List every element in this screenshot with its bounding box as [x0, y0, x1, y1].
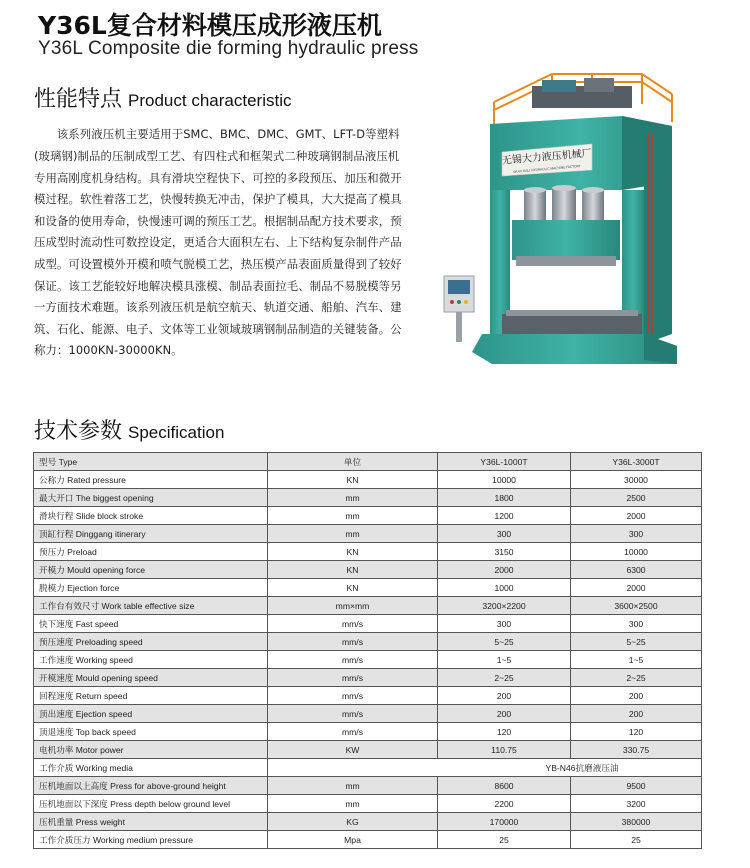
table-row [34, 651, 702, 669]
spec-model-2-cell: 30000 [571, 471, 702, 489]
spec-name-cell: 顶退速度 Top back speed [34, 723, 268, 741]
spec-name-cell: 工作速度 Working speed [34, 651, 268, 669]
spec-name-cell: 工作台有效尺寸 Work table effective size [34, 597, 268, 615]
spec-name-cell: 快下速度 Fast speed [34, 615, 268, 633]
spec-name-cell: 回程速度 Return speed [34, 687, 268, 705]
nameplate-text: 无锡大力液压机械厂 [501, 148, 593, 167]
specification-heading-en: Specification [128, 423, 225, 442]
spec-name-cell: 滑块行程 Slide block stroke [34, 507, 268, 525]
table-row [34, 777, 702, 795]
spec-model-2-cell: 300 [571, 615, 702, 633]
spec-unit-cell: KN [268, 543, 438, 561]
spec-unit-cell: KN [268, 471, 438, 489]
spec-unit-cell: mm/s [268, 651, 438, 669]
table-row [34, 507, 702, 525]
spec-model-1-cell: 25 [438, 831, 571, 849]
spec-name-cell: 脱模力 Ejection force [34, 579, 268, 597]
spec-model-2-cell: 1~5 [571, 651, 702, 669]
spec-name-cell: 压机地面以下深度 Press depth below ground level [34, 795, 268, 813]
spec-name-cell: 电机功率 Motor power [34, 741, 268, 759]
spec-model-2-cell: 2000 [571, 579, 702, 597]
table-row [34, 741, 702, 759]
table-row [34, 561, 702, 579]
spec-unit-cell: mm/s [268, 669, 438, 687]
table-header-row [34, 453, 702, 471]
spec-unit-cell: KN [268, 579, 438, 597]
table-row [34, 795, 702, 813]
spec-model-1-cell: 200 [438, 687, 571, 705]
characteristic-heading-en: Product characteristic [128, 91, 292, 110]
spec-name-cell: 预压速度 Preloading speed [34, 633, 268, 651]
spec-unit-cell: mm [268, 507, 438, 525]
spec-model-1-cell: 1800 [438, 489, 571, 507]
table-row [34, 813, 702, 831]
hydraulic-press-illustration [432, 64, 687, 370]
spec-model-1-cell: 5~25 [438, 633, 571, 651]
spec-model-1-cell: 300 [438, 615, 571, 633]
spec-unit-cell: mm/s [268, 705, 438, 723]
spec-name-cell: 工作介质压力 Working medium pressure [34, 831, 268, 849]
spec-model-2-cell: 5~25 [571, 633, 702, 651]
spec-model-1-cell: 8600 [438, 777, 571, 795]
spec-model-2-cell: 200 [571, 687, 702, 705]
spec-model-1-cell: 3200×2200 [438, 597, 571, 615]
spec-model-1-cell: 1~5 [438, 651, 571, 669]
spec-unit-cell: mm/s [268, 615, 438, 633]
spec-model-1-cell: 2~25 [438, 669, 571, 687]
spec-unit-cell: mm×mm [268, 597, 438, 615]
table-row [34, 471, 702, 489]
spec-unit-cell: mm [268, 777, 438, 795]
table-row [34, 831, 702, 849]
spec-model-2-cell: 330.75 [571, 741, 702, 759]
specification-table [33, 452, 702, 849]
table-row [34, 489, 702, 507]
spec-name-cell: 压机地面以上高度 Press for above-ground height [34, 777, 268, 795]
table-row [34, 615, 702, 633]
spec-name-cell: 公称力 Rated pressure [34, 471, 268, 489]
spec-model-2-cell: 9500 [571, 777, 702, 795]
spec-medium-value-cell: YB-N46抗磨液压油 [268, 759, 702, 777]
spec-model-1-cell: 200 [438, 705, 571, 723]
spec-model-2-cell: 2~25 [571, 669, 702, 687]
spec-model-1-cell: 10000 [438, 471, 571, 489]
spec-model-2-cell: 2500 [571, 489, 702, 507]
page-title-en: Y36L Composite die forming hydraulic press [38, 38, 419, 59]
spec-name-cell: 顶出速度 Ejection speed [34, 705, 268, 723]
table-row [34, 597, 702, 615]
characteristic-description: 该系列液压机主要适用于SMC、BMC、DMC、GMT、LFT-D等塑料(玻璃钢)制品的压制成型工艺、有四柱式和框架式二种玻璃钢制品液压机专用高刚度机身结构。具有滑块空程快下、可控的多段预压、加压和微开模过程。软性着落工艺，快慢转换无冲击，保护了模具，大大提高了模具和设备的使用寿命，快慢速可调的预压工艺。根据制品配方技术要求，预压成型时流动性可数控设定，更适合大面积左右、上下结构复杂制件产品成型。可设置模外开模和喷气脱模工艺，热压模产品表面质量得到了较好保证。该工艺能较好地解决模具涨模、制品表面拉毛、制品不易脱模等另一方面技术难题。该系列液压机是航空航天、轨道交通、船舶、汽车、建筑、石化、能源、电子、文体等工业领域玻璃钢制品制造的关键装备。公称力：1000KN-30000KN。 [34, 127, 402, 358]
spec-name-cell: 顶缸行程 Dinggang itinerary [34, 525, 268, 543]
header-model-2: Y36L-3000T [571, 453, 702, 471]
spec-model-1-cell: 1000 [438, 579, 571, 597]
spec-unit-cell: KN [268, 561, 438, 579]
spec-model-1-cell: 110.75 [438, 741, 571, 759]
page-title-cn: Y36L复合材料模压成形液压机 [38, 11, 382, 40]
spec-name-cell: 压机重量 Press weight [34, 813, 268, 831]
worktable [502, 314, 642, 334]
characteristic-heading [34, 82, 291, 113]
spec-unit-cell: mm [268, 525, 438, 543]
spec-model-1-cell: 1200 [438, 507, 571, 525]
spec-model-2-cell: 200 [571, 705, 702, 723]
table-row [34, 669, 702, 687]
spec-model-1-cell: 2200 [438, 795, 571, 813]
spec-model-2-cell: 120 [571, 723, 702, 741]
spec-model-1-cell: 120 [438, 723, 571, 741]
spec-model-2-cell: 6300 [571, 561, 702, 579]
spec-model-1-cell: 300 [438, 525, 571, 543]
table-row [34, 705, 702, 723]
slide-block [512, 220, 620, 260]
spec-unit-cell: Mpa [268, 831, 438, 849]
spec-model-1-cell: 2000 [438, 561, 571, 579]
spec-model-2-cell: 380000 [571, 813, 702, 831]
hydraulic-cylinders [524, 185, 604, 220]
spec-name-cell: 预压力 Preload [34, 543, 268, 561]
spec-model-2-cell: 25 [571, 831, 702, 849]
spec-unit-cell: mm [268, 795, 438, 813]
header-type: 型号 Type [34, 453, 268, 471]
specification-heading-cn: 技术参数 [34, 419, 123, 444]
spec-name-cell: 开模速度 Mould opening speed [34, 669, 268, 687]
spec-unit-cell: mm/s [268, 687, 438, 705]
table-row [34, 687, 702, 705]
specification-heading [34, 414, 224, 445]
spec-name-cell: 工作介质 Working media [34, 759, 268, 777]
characteristic-heading-cn: 性能特点 [34, 87, 123, 112]
spec-model-2-cell: 3600×2500 [571, 597, 702, 615]
spec-model-2-cell: 2000 [571, 507, 702, 525]
spec-unit-cell: mm/s [268, 723, 438, 741]
table-row [34, 579, 702, 597]
header-unit: 单位 [268, 453, 438, 471]
table-row [34, 543, 702, 561]
header-model-1: Y36L-1000T [438, 453, 571, 471]
table-row-working-media [34, 759, 702, 777]
spec-model-1-cell: 3150 [438, 543, 571, 561]
table-row [34, 723, 702, 741]
spec-model-2-cell: 300 [571, 525, 702, 543]
spec-unit-cell: mm/s [268, 633, 438, 651]
spec-model-2-cell: 10000 [571, 543, 702, 561]
table-row [34, 633, 702, 651]
table-row [34, 525, 702, 543]
spec-unit-cell: KW [268, 741, 438, 759]
spec-unit-cell: mm [268, 489, 438, 507]
spec-unit-cell: KG [268, 813, 438, 831]
spec-name-cell: 开模力 Mould opening force [34, 561, 268, 579]
spec-model-2-cell: 3200 [571, 795, 702, 813]
spec-name-cell: 最大开口 The biggest opening [34, 489, 268, 507]
spec-model-1-cell: 170000 [438, 813, 571, 831]
nameplate-subtext: WUXI DALI HYDRAULIC MACHINE FACTORY [513, 164, 581, 174]
